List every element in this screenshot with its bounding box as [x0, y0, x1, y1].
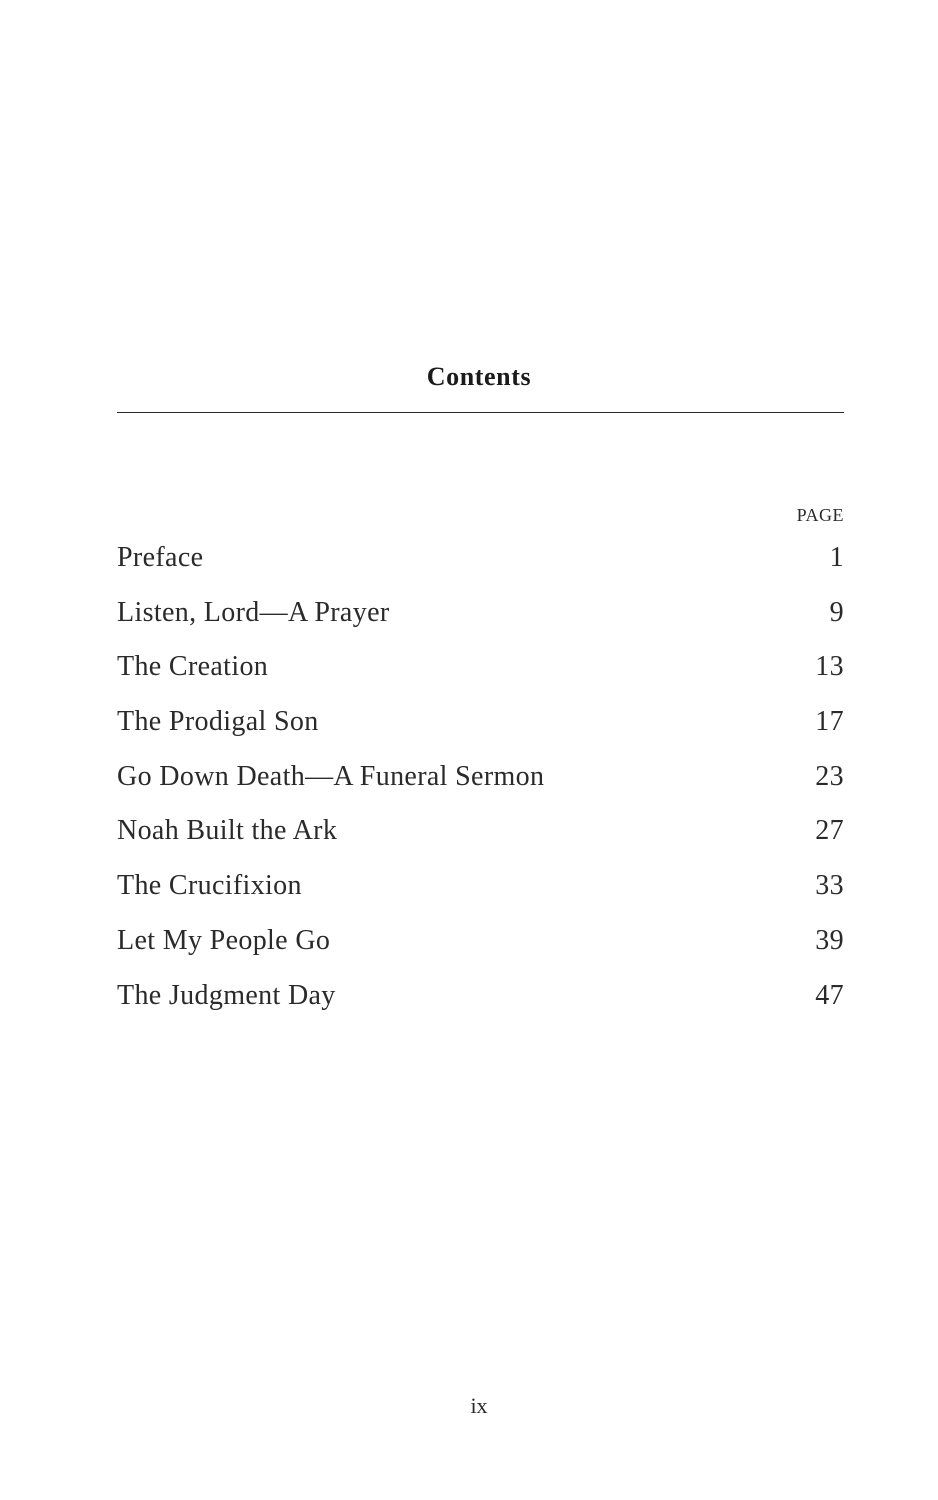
- toc-entry-page: 23: [815, 760, 844, 792]
- toc-entry-title: The Creation: [117, 651, 269, 683]
- toc-entry-page: 1: [829, 542, 844, 573]
- toc-entry-page: 47: [815, 979, 844, 1011]
- toc-entry-let-my-people-go: [117, 917, 844, 972]
- toc-entry-page: 39: [815, 924, 844, 956]
- toc-entry-go-down-death: [117, 753, 844, 808]
- toc-entry-title: Let My People Go: [117, 924, 331, 956]
- toc-entry-crucifixion: [117, 862, 844, 917]
- title-rule: [117, 412, 844, 413]
- toc-entry-prodigal-son: [117, 698, 844, 753]
- toc-entry-title: Preface: [117, 542, 204, 573]
- toc-entry-title: The Crucifixion: [117, 870, 302, 902]
- toc-entry-page: 17: [815, 706, 844, 738]
- toc-entry-page: 9: [829, 596, 844, 628]
- toc-entry-noah-built-the-ark: [117, 807, 844, 862]
- toc-entry-page: 33: [815, 870, 844, 902]
- toc-entry-title: The Prodigal Son: [117, 706, 319, 738]
- toc-entry-judgment-day: [117, 972, 844, 1027]
- page-column-heading: PAGE: [796, 505, 844, 525]
- toc-entry-page: 27: [815, 815, 844, 847]
- page-number: ix: [470, 1393, 488, 1418]
- table-of-contents: [117, 534, 844, 1026]
- toc-entry-page: 13: [815, 651, 844, 683]
- contents-title: Contents: [426, 362, 532, 391]
- toc-entry-preface: [117, 534, 844, 589]
- toc-entry-the-creation: [117, 643, 844, 698]
- toc-entry-title: Go Down Death—A Funeral Sermon: [117, 760, 545, 792]
- toc-entry-title: Noah Built the Ark: [117, 815, 338, 847]
- toc-entry-title: The Judgment Day: [117, 979, 336, 1011]
- toc-entry-title: Listen, Lord—A Prayer: [117, 596, 390, 628]
- toc-entry-listen-lord: [117, 589, 844, 644]
